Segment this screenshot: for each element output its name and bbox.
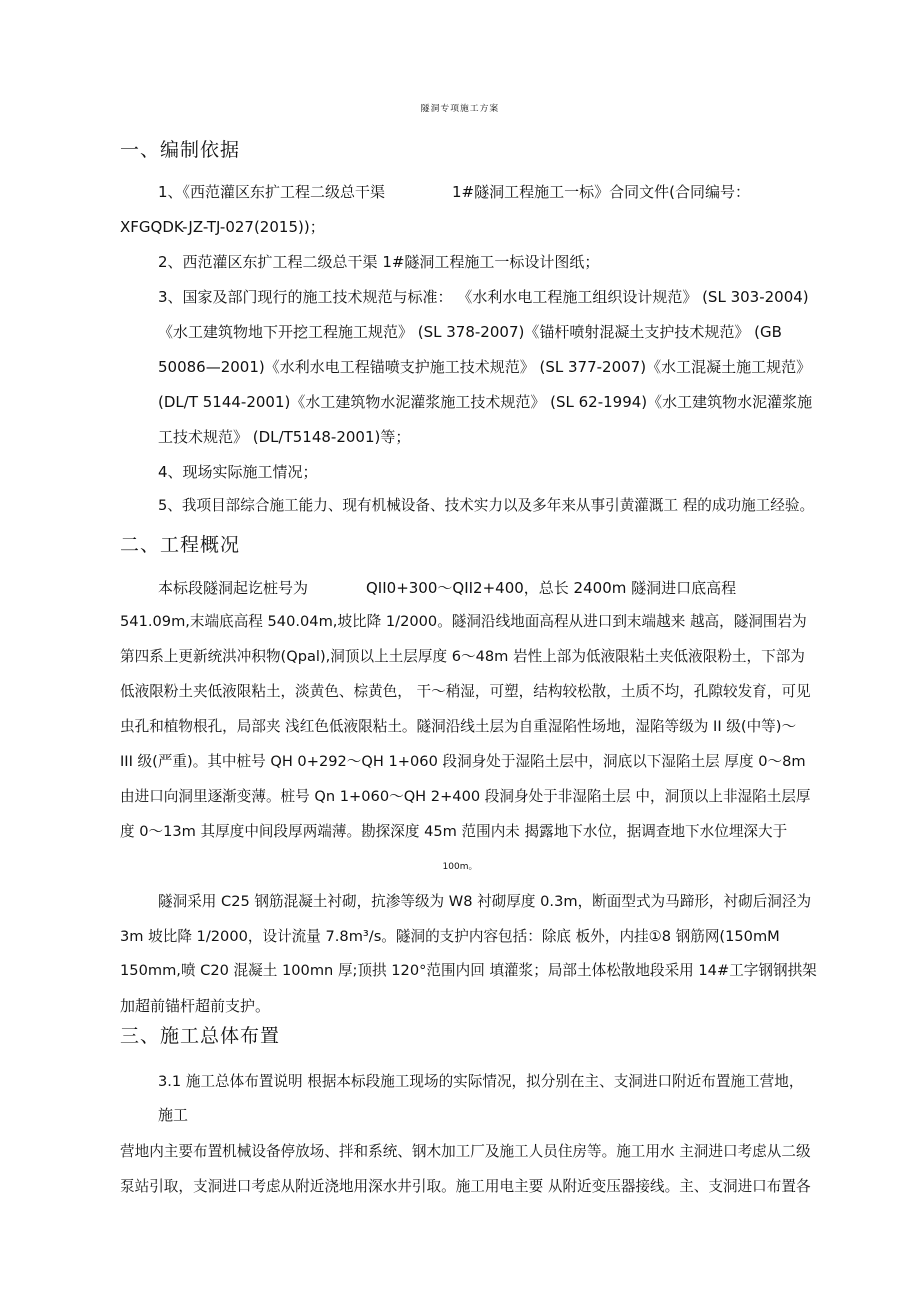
paragraph-line: 虫孔和植物根孔，局部夹 浅红色低液限粘土。隧洞沿线土层为自重湿陷性场地，湿陷等级为 II 级(中等)～ [120, 718, 797, 735]
paragraph-line: (DL/T 5144-2001)《水工建筑物水泥灌浆施工技术规范》 (SL 62-1994)《水工建筑物水泥灌浆施 [158, 393, 813, 411]
paragraph-line: 100m。 [442, 862, 478, 872]
paragraph-line: III 级(严重)。其中桩号 QH 0+292～QH 1+060 段洞身处于湿陷土层中，洞底以下湿陷土层 厚度 0～8m [120, 753, 806, 770]
paragraph-line: 泵站引取，支洞进口考虑从附近浇地用深水井引取。施工用电主要 从附近变压器接线。主、支洞进口布置各 [120, 1178, 811, 1195]
paragraph-line: 541.09m,末端底高程 540.04m,坡比降 1/2000。隧洞沿线地面高程从进口到末端越来 越高，隧洞围岩为 [120, 613, 807, 630]
paragraph-line: 150mm,喷 C20 混凝土 100mn 厚;顶拱 120°范围内回 填灌浆；局部土体松散地段采用 14#工字钢钢拱架 [120, 962, 817, 979]
paragraph-line: 隧洞采用 C25 钢筋混凝土衬砌，抗渗等级为 W8 衬砌厚度 0.3m，断面型式为马蹄形，衬砌后洞泾为 [158, 893, 812, 910]
paragraph-line: 1、《西范灌区东扩工程二级总干渠 [158, 183, 386, 201]
paragraph-line: 加超前锚杆超前支护。 [120, 997, 271, 1015]
paragraph-line: 2、西范灌区东扩工程二级总干渠 1#隧洞工程施工一标设计图纸； [158, 253, 600, 271]
paragraph-line: 4、现场实际施工情况； [158, 463, 318, 481]
paragraph-line: QII0+300～QII2+400，总长 2400m 隧洞进口底高程 [366, 579, 737, 597]
paragraph-line: 营地内主要布置机械设备停放场、拌和系统、钢木加工厂及施工人员住房等。施工用水 主洞进口考虑从二级 [120, 1143, 811, 1160]
paragraph-line: 5、我项目部综合施工能力、现有机械设备、技术实力以及多年来从事引黄灌溉工 程的成功施工经验。 [158, 497, 815, 514]
section-heading-layout: 三、施工总体布置 [120, 1025, 281, 1047]
paragraph-line: 低液限粉土夹低液限粘土，淡黄色、棕黄色， 干～稍湿，可塑，结构较松散，土质不均，孔隙较发育，可见 [120, 683, 811, 700]
paragraph-line: 3.1 施工总体布置说明 根据本标段施工现场的实际情况，拟分别在主、支洞进口附近布置施工营地， [158, 1073, 804, 1090]
paragraph-line: 3m 坡比降 1/2000，设计流量 7.8m³/s。隧洞的支护内容包括：除底 板外，内挂①8 钢筋网(150mM [120, 928, 780, 945]
paragraph-line: 由进口向洞里逐渐变薄。桩号 Qn 1+060～QH 2+400 段洞身处于非湿陷土层 中，洞顶以上非湿陷土层厚 [120, 788, 811, 805]
paragraph-line: 第四系上更新统洪冲积物(Qpal),洞顶以上土层厚度 6～48m 岩性上部为低液限粘土夹低液限粉土，下部为 [120, 648, 805, 665]
paragraph-line: XFGQDK-JZ-TJ-027(2015))； [120, 218, 325, 236]
paragraph-line: 度 0～13m 其厚度中间段厚两端薄。勘探深度 45m 范围内未 揭露地下水位，据调查地下水位埋深大于 [120, 823, 788, 840]
paragraph-line: 1#隧洞工程施工一标》合同文件(合同编号： [452, 183, 750, 201]
paragraph-line: 50086—2001)《水利水电工程锚喷支护施工技术规范》 (SL 377-2007)《水工混凝土施工规范》 [158, 358, 812, 376]
section-heading-overview: 二、工程概况 [120, 534, 241, 556]
section-heading-basis: 一、编制依据 [120, 139, 241, 161]
paragraph-line: 工技术规范》 (DL/T5148-2001)等； [158, 428, 411, 446]
paragraph-line: 施工 [158, 1106, 189, 1124]
paragraph-line: 《水工建筑物地下开挖工程施工规范》 (SL 378-2007)《锚杆喷射混凝土支护技术规范》 (GB [158, 323, 782, 341]
page-title: 隧洞专项施工方案 [420, 104, 500, 114]
paragraph-line: 本标段隧洞起讫桩号为 [158, 579, 309, 597]
paragraph-line: 3、国家及部门现行的施工技术规范与标准： 《水利水电工程施工组织设计规范》 (SL 303-2004) [158, 288, 809, 306]
